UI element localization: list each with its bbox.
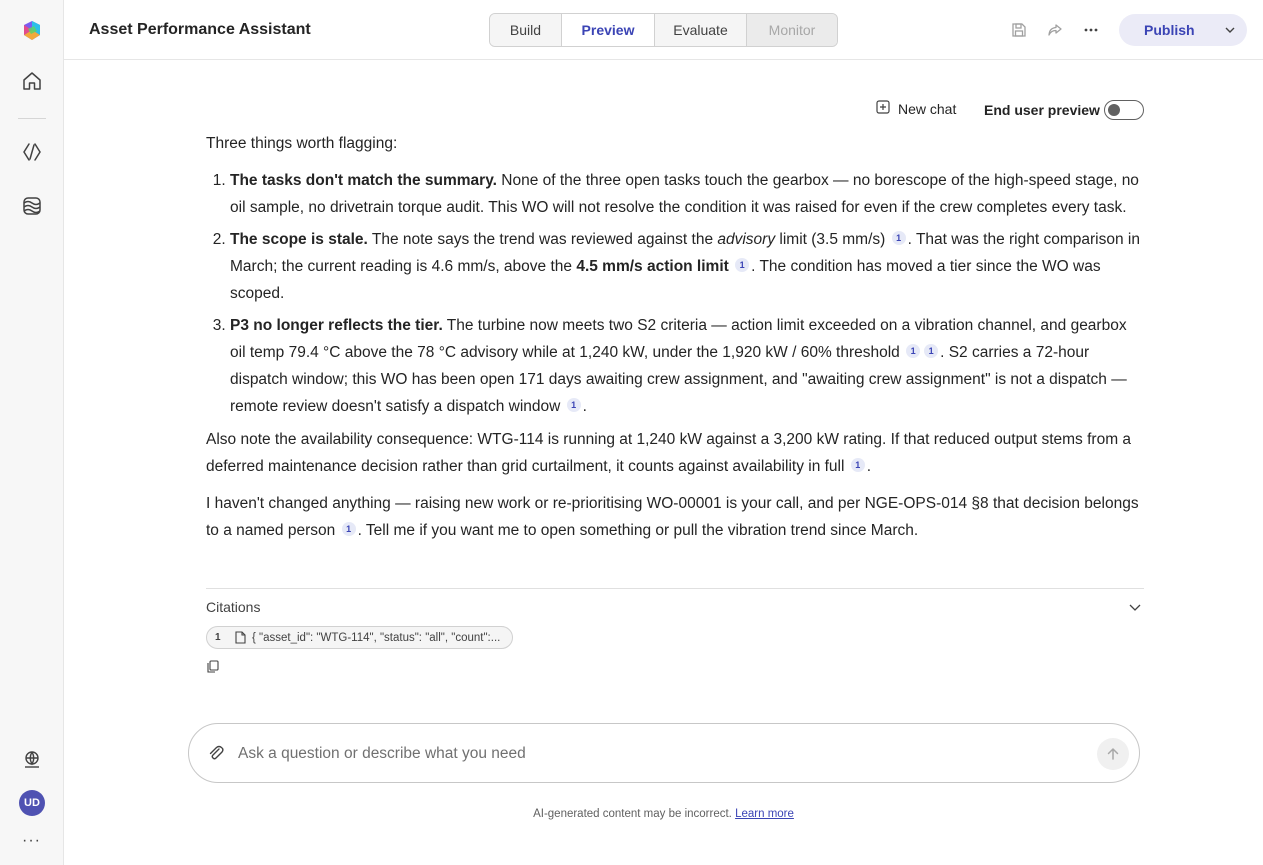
item-heading: The tasks don't match the summary. — [230, 172, 497, 189]
new-chat-label: New chat — [898, 100, 957, 117]
assistant-message — [206, 130, 1146, 554]
item-text: The note says the trend was reviewed against the — [367, 231, 718, 248]
citation-marker[interactable]: 1 — [892, 231, 906, 245]
list-item — [230, 312, 1146, 420]
document-icon — [235, 631, 246, 644]
list-item — [230, 167, 1146, 221]
save-icon[interactable] — [1009, 20, 1029, 40]
message-list — [230, 167, 1146, 420]
end-user-preview-label: End user preview — [984, 102, 1100, 118]
more-icon[interactable]: ··· — [22, 832, 41, 849]
chat-composer — [188, 723, 1140, 783]
publish-button[interactable] — [1119, 14, 1247, 46]
flows-icon[interactable] — [20, 194, 44, 218]
item-text: None of the three open tasks touch the gearbox — no borescope of the high-speed stage, no oil sample, no drivetrain torque audit. This WO will not resolve the condition it was raised for even if the crew completes every task. — [230, 172, 1139, 216]
message-paragraph — [206, 426, 1146, 480]
item-text: limit (3.5 mm/s) — [775, 231, 886, 248]
environment-icon[interactable] — [20, 748, 44, 772]
chevron-down-icon[interactable] — [1224, 24, 1236, 36]
citations-title: Citations — [206, 599, 261, 615]
item-heading: P3 no longer reflects the tier. — [230, 317, 443, 334]
rail-divider — [18, 118, 46, 119]
publish-label: Publish — [1144, 22, 1195, 38]
home-icon[interactable] — [20, 69, 44, 93]
app-logo-icon[interactable] — [20, 19, 44, 43]
mode-tabs — [489, 13, 838, 47]
chat-input[interactable] — [238, 741, 1088, 767]
tab-evaluate[interactable]: Evaluate — [655, 14, 747, 46]
send-button[interactable] — [1097, 738, 1129, 770]
citation-marker[interactable]: 1 — [342, 522, 356, 536]
left-rail — [0, 0, 64, 865]
citation-marker[interactable]: 1 — [567, 398, 581, 412]
end-user-preview-toggle[interactable] — [1104, 100, 1144, 120]
citation-marker[interactable]: 1 — [851, 458, 865, 472]
attach-icon[interactable] — [207, 744, 225, 767]
tab-preview[interactable]: Preview — [562, 14, 655, 46]
citation-marker[interactable]: 1 — [924, 344, 938, 358]
message-intro: Three things worth flagging: — [206, 135, 398, 152]
avatar[interactable]: UD — [19, 790, 45, 816]
item-text: . S2 carries a 72-hour dispatch window; this WO has been open 171 days awaiting crew assignment, and "awaiting crew assignment" is not a dispatch — remote review doesn't satisfy a dispatch window — [230, 344, 1127, 415]
list-item — [230, 226, 1146, 307]
disclaimer — [0, 808, 1263, 820]
citation-text: { "asset_id": "WTG-114", "status": "all", "count":... — [252, 631, 501, 644]
citation-chip[interactable] — [206, 626, 513, 649]
agents-icon[interactable] — [20, 140, 44, 164]
more-options-icon[interactable] — [1081, 20, 1101, 40]
new-chat-icon — [876, 100, 890, 117]
paragraph-text: I haven't changed anything — raising new work or re-prioritising WO-00001 is your call, and per NGE-OPS-014 §8 that decision belongs to a named person — [206, 495, 1139, 539]
item-italic: advisory — [717, 231, 776, 248]
item-bold: 4.5 mm/s action limit — [576, 258, 729, 275]
message-paragraph — [206, 490, 1146, 544]
new-chat-button[interactable] — [876, 100, 956, 117]
item-text: . The condition has moved a tier since the WO was scoped. — [230, 258, 1101, 302]
disclaimer-text: AI-generated content may be incorrect. — [533, 808, 732, 820]
item-text: . — [582, 398, 587, 415]
item-text: . That was the right comparison in March; the current reading is 4.6 mm/s, above the — [230, 231, 1140, 275]
item-text: The turbine now meets two S2 criteria — action limit exceeded on a vibration channel, and gearbox oil temp 79.4 °C above the 78 °C advisory while at 1,240 kW, under the 1,920 kW / 60% threshold — [230, 317, 1127, 361]
tab-build[interactable]: Build — [490, 14, 562, 46]
learn-more-link[interactable]: Learn more — [735, 808, 794, 820]
tab-monitor: Monitor — [747, 14, 837, 46]
citations-divider — [206, 588, 1144, 589]
chevron-down-icon[interactable] — [1128, 600, 1142, 619]
paragraph-text: Also note the availability consequence: WTG-114 is running at 1,240 kW against a 3,200 kW rating. If that reduced output stems from a deferred maintenance decision rather than grid curtailment, it counts against availability in full — [206, 431, 1132, 475]
toggle-knob — [1108, 104, 1120, 116]
copy-icon[interactable] — [207, 660, 219, 678]
citation-marker[interactable]: 1 — [906, 344, 920, 358]
page-title: Asset Performance Assistant — [89, 21, 311, 38]
paragraph-text: . Tell me if you want me to open something or pull the vibration trend since March. — [357, 522, 919, 539]
paragraph-text: . — [866, 458, 872, 475]
citation-marker[interactable]: 1 — [735, 258, 749, 272]
share-icon[interactable] — [1045, 20, 1065, 40]
item-heading: The scope is stale. — [230, 231, 368, 248]
citation-number: 1 — [215, 632, 221, 643]
header — [64, 0, 1263, 60]
